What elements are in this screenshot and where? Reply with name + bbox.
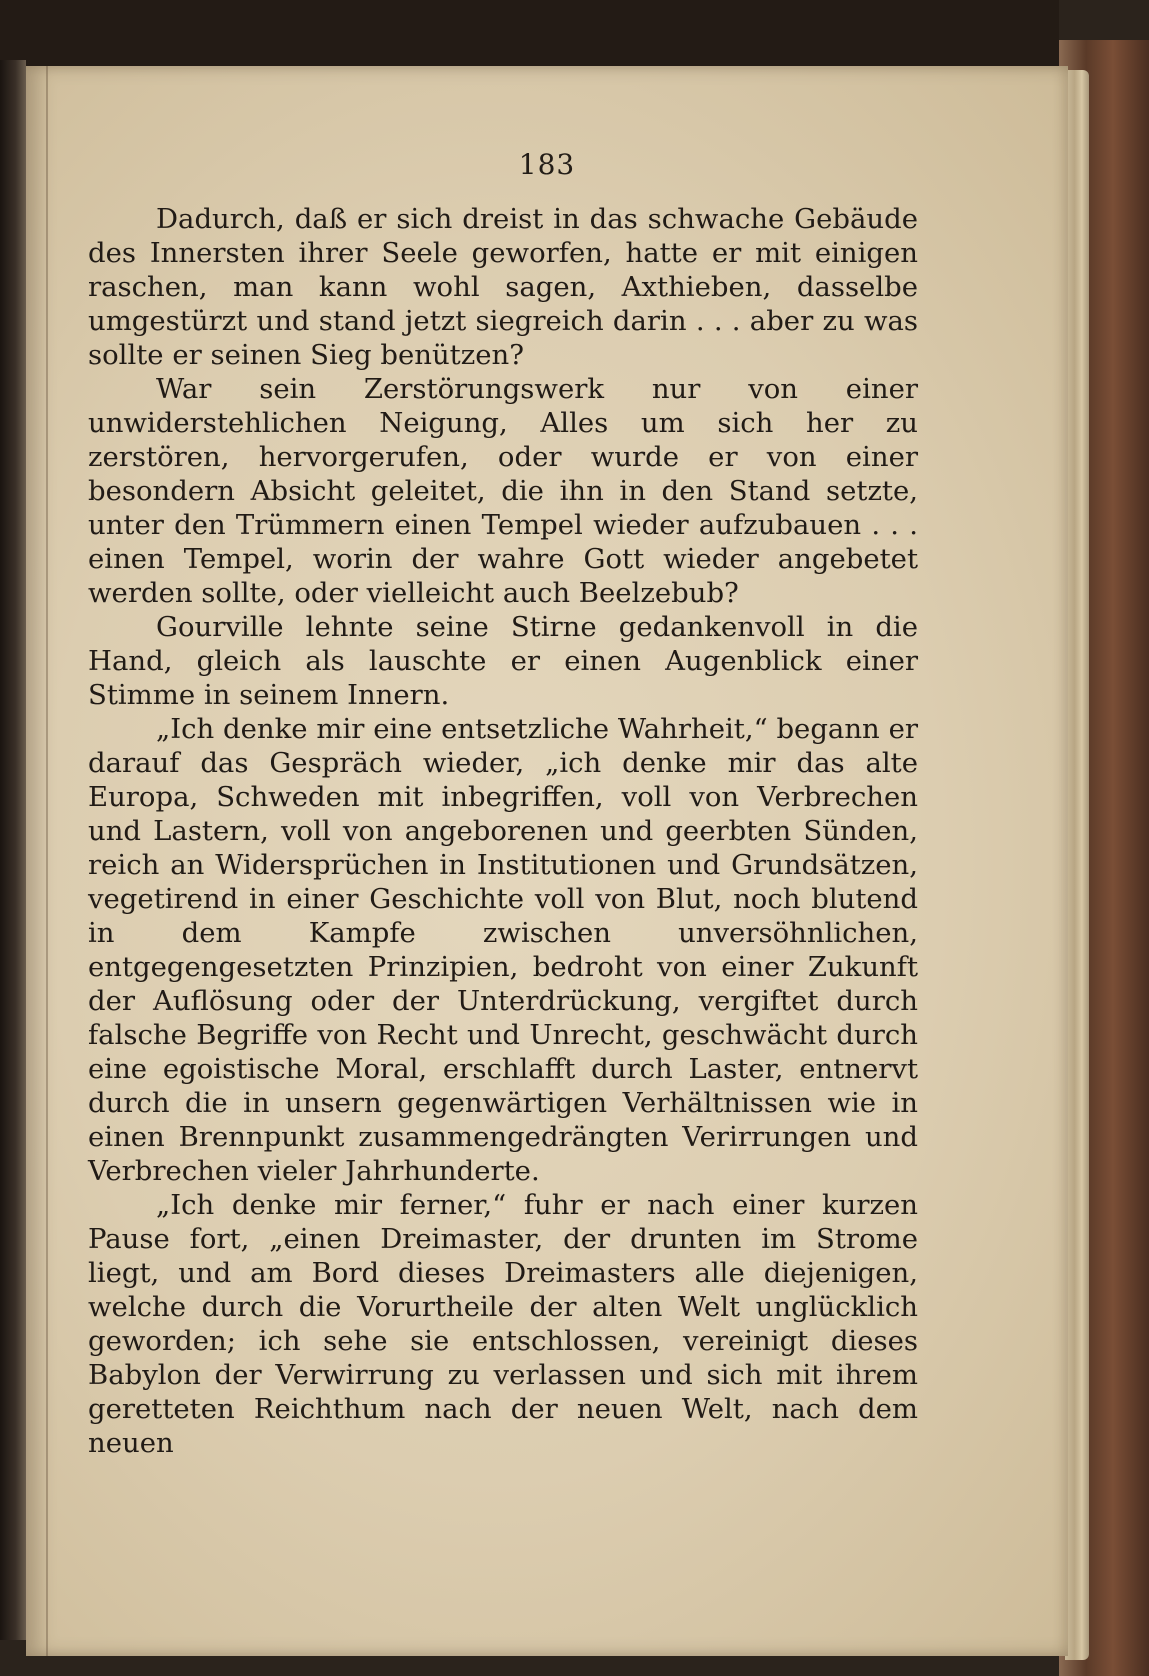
paragraph-5: „Ich denke mir ferner,“ fuhr er nach einer kurzen Pause fort, „einen Dreimaster, der drunten im Strome liegt, und am Bord dieses Dreimasters alle diejenigen, welche durch die Vorurtheile der alten Welt unglücklich geworden; ich sehe sie entschlossen, vereinigt dieses Babylon der Verwirrung zu verlassen und sich mit ihrem geretteten Reichthum nach der neuen Welt, nach dem neuen: [88, 1189, 918, 1459]
paragraph-4: „Ich denke mir eine entsetzliche Wahrheit,“ begann er darauf das Gespräch wieder, „ich denke mir das alte Europa, Schweden mit inbegriffen, voll von Verbrechen und Lastern, voll von angeborenen und geerbten Sünden, reich an Widersprüchen in Institutionen und Grundsätzen, vegetirend in einer Geschichte voll von Blut, noch blutend in dem Kampfe zwischen unversöhnlichen, entgegengesetzten Prinzipien, bedroht von einer Zukunft der Auflösung oder der Unterdrückung, vergiftet durch falsche Begriffe von Recht und Unrecht, geschwächt durch eine egoistische Moral, erschlafft durch Laster, entnervt durch die in unsern gegenwärtigen Verhältnissen wie in einen Brennpunkt zusammengedrängten Verirrungen und Verbrechen vieler Jahrhunderte.: [88, 713, 918, 1187]
page-gutter: [46, 66, 48, 1656]
page-number: 183: [518, 148, 576, 181]
background-top: [0, 0, 1059, 70]
paragraph-1: Dadurch, daß er sich dreist in das schwache Gebäude des Innersten ihrer Seele geworfen, hatte er mit einigen raschen, man kann wohl sagen, Axthieben, dasselbe umgestürzt und stand jetzt siegreich darin . . . aber zu was sollte er seinen Sieg benützen?: [88, 203, 918, 371]
page-text: [88, 202, 918, 1460]
book-page: [26, 66, 1068, 1656]
paragraph-2: War sein Zerstörungswerk nur von einer unwiderstehlichen Neigung, Alles um sich her zu zerstören, hervorgerufen, oder wurde er von einer besondern Absicht geleitet, die ihn in den Stand setzte, unter den Trümmern einen Tempel wieder aufzubauen . . . einen Tempel, worin der wahre Gott wieder angebetet werden sollte, oder vielleicht auch Beelzebub?: [88, 373, 918, 609]
book-cover-left-edge: [0, 60, 26, 1640]
page-stack-edge: [1065, 70, 1089, 1660]
paragraph-3: Gourville lehnte seine Stirne gedankenvoll in die Hand, gleich als lauschte er einen Augenblick einer Stimme in seinem Innern.: [88, 611, 918, 711]
